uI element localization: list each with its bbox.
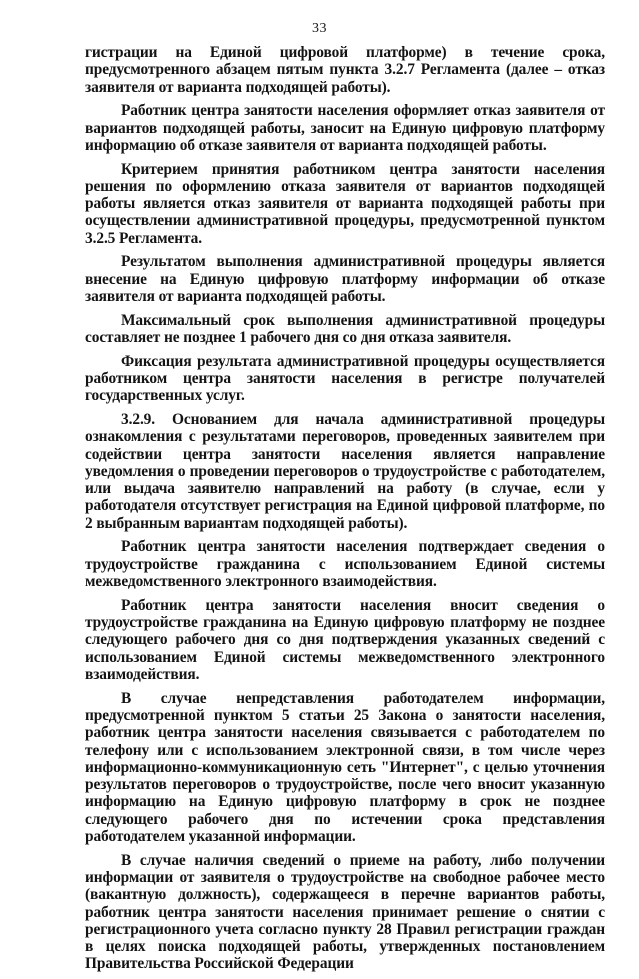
- paragraph: Фиксация результата административной процедуры осуществляется работником центра занятости населения в регистре получателей государственных услуг.: [85, 352, 605, 405]
- paragraph: Работник центра занятости населения оформляет отказ заявителя от вариантов подходящей работы, заносит на Единую цифровую платформу информацию об отказе заявителя от варианта подходящей работы.: [85, 102, 605, 154]
- paragraph: В случае непредставления работодателем информации, предусмотренной пунктом 5 статьи 25 Закона о занятости населения, работник центра занятости населения связывается с работодателем по телефону или с использованием электронной связи, в том числе через информационно-коммуникационную сеть "Интернет", с целью уточнения результатов переговоров о трудоустройстве, после чего вносит указанную информацию на Единую цифровую платформу в срок не позднее следующего рабочего дня по истечении срока представления работодателем указанной информации.: [85, 689, 605, 845]
- paragraph: Результатом выполнения административной процедуры является внесение на Единую цифровую платформу информации об отказе заявителя от варианта подходящей работы.: [85, 253, 605, 306]
- paragraph: Критерием принятия работником центра занятости населения решения по оформлению отказа заявителя от вариантов подходящей работы является отказ заявителя от варианта подходящей работы при осуществлении административной процедуры, предусмотренной пунктом 3.2.5 Регламента.: [85, 160, 605, 247]
- paragraph: 3.2.9. Основанием для начала административной процедуры ознакомления с результатами переговоров, проведенных заявителем при содействии центра занятости населения является направление уведомления о проведении переговоров о трудоустройстве с работодателем, или выдача заявителю направлений на работу (в случае, если у работодателя отсутствует регистрация на Единой цифровой платформе, по 2 выбранным вариантам подходящей работы).: [85, 410, 605, 532]
- document-body: [85, 44, 605, 979]
- paragraph: Работник центра занятости населения вносит сведения о трудоустройстве гражданина на Единую цифровую платформу не позднее следующего рабочего дня со дня подтверждения указанных сведений с использованием Единой системы межведомственного электронного взаимодействия.: [85, 596, 605, 683]
- paragraph: В случае наличия сведений о приеме на работу, либо получении информации от заявителя о трудоустройстве на свободное рабочее место (вакантную должность), содержащееся в перечне вариантов работы, работник центра занятости населения принимает решение о снятии с регистрационного учета согласно пункту 28 Правил регистрации граждан в целях поиска подходящей работы, утвержденных постановлением Правительства Российской Федерации: [85, 851, 605, 973]
- paragraph: гистрации на Единой цифровой платформе) в течение срока, предусмотренного абзацем пятым пункта 3.2.7 Регламента (далее – отказ заявителя от варианта подходящей работы).: [85, 44, 605, 96]
- page-number: 33: [312, 21, 327, 36]
- paragraph: Максимальный срок выполнения административной процедуры составляет не позднее 1 рабочего дня со дня отказа заявителя.: [85, 311, 605, 347]
- paragraph: Работник центра занятости населения подтверждает сведения о трудоустройстве гражданина с использованием Единой системы межведомственного электронного взаимодействия.: [85, 538, 605, 591]
